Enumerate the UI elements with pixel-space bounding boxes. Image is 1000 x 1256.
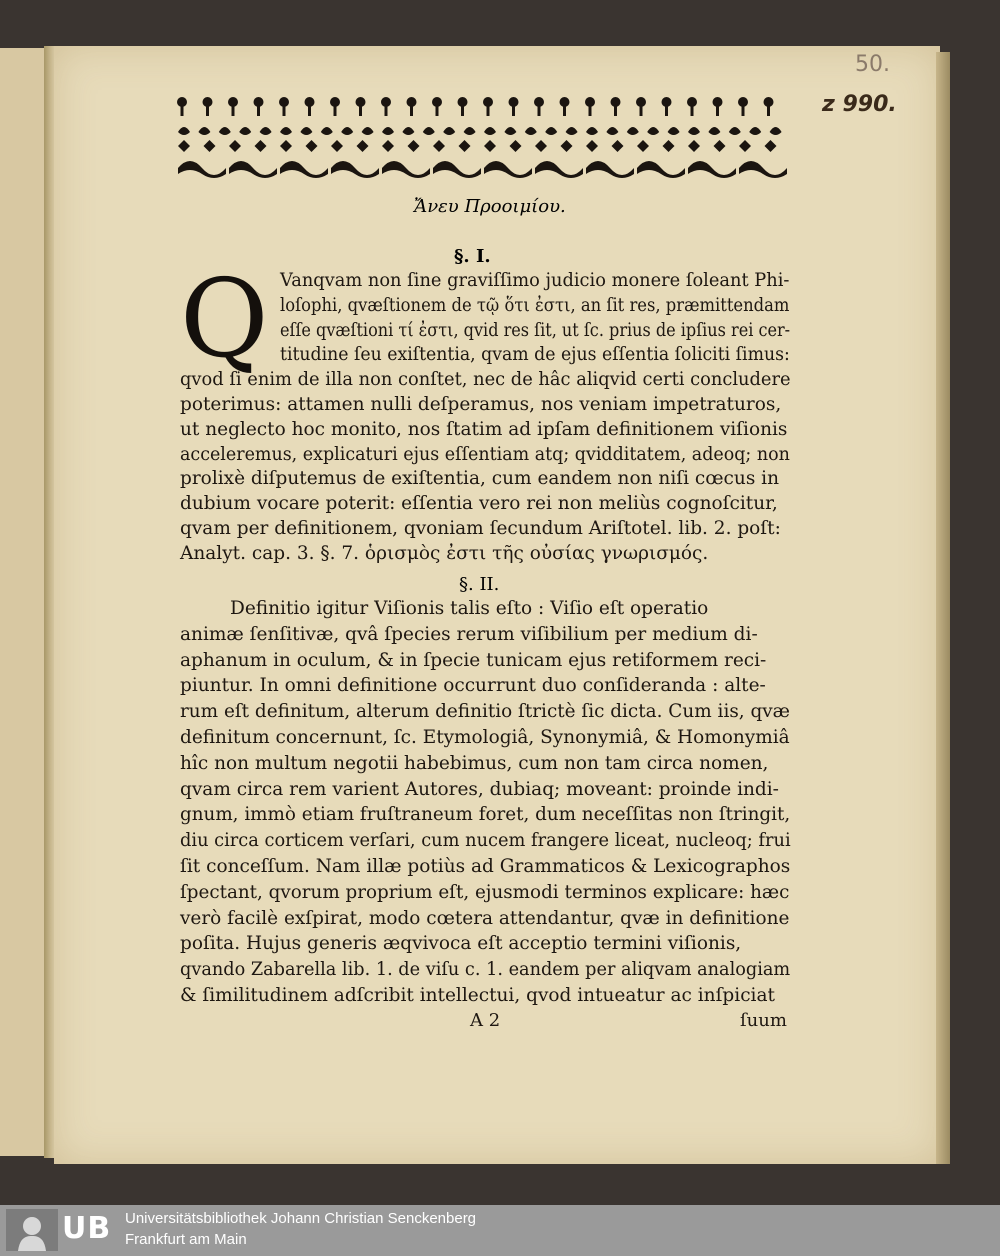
text-line: Definitio igitur Viſionis talis eſto : Viſio eſt operatio: [230, 598, 709, 619]
institution-city: Frankfurt am Main: [125, 1231, 247, 1248]
handwritten-shelfmark: z 990.: [822, 92, 897, 117]
text-line: dubium vocare poterit: eſſentia vero rei non meliùs cognoſcitur,: [180, 493, 778, 515]
text-line: prolixè diſputemus de exiſtentia, cum eandem non niſi cœcus in: [180, 468, 780, 490]
page-fore-edge: [936, 52, 950, 1164]
text-line: hîc non multum negotii habebimus, cum non tam circa nomen,: [180, 752, 769, 774]
text-line: acceleremus, explicaturi ejus eſſentiam atq; qvidditatem, adeoq; non: [180, 443, 790, 465]
text-line: rum eſt definitum, alterum definitio ſtrictè ſic dicta. Cum iis, qvæ: [180, 701, 790, 723]
text-line: & ſimilitudinem adſcribit intellectui, qvod intueatur ac inſpiciat: [180, 985, 775, 1006]
section-heading-2: §. II.: [459, 574, 500, 595]
library-logo-text: UB: [62, 1211, 112, 1246]
text-line: ſit conceſſum. Nam illæ potiùs ad Grammaticos & Lexicographos: [180, 856, 791, 877]
text-line: poterimus: attamen nulli deſperamus, nos veniam impetraturos,: [180, 394, 782, 415]
text-line: qvod ſi enim de illa non conſtet, nec de hâc aliqvid certi concludere: [180, 369, 791, 391]
drop-cap-initial: Q: [180, 257, 269, 382]
text-line: titudine ſeu exiſtentia, qvam de ejus eſſentia ſoliciti ſimus:: [280, 344, 790, 366]
signature-mark: A 2: [470, 1010, 501, 1031]
text-line: ſpectant, qvorum proprium eſt, ejusmodi terminos explicare: hæc: [180, 881, 790, 903]
text-line: qvam per definitionem, qvoniam ſecundum Ariſtotel. lib. 2. poſt:: [180, 518, 781, 539]
text-line: eſſe qvæſtioni τί ἐστι, qvid res ſit, ut ſc. prius de ipſius rei cer-: [280, 319, 791, 341]
library-footer: [0, 1205, 1000, 1256]
text-line: animæ ſenſitivæ, qvâ ſpecies rerum viſibilium per medium di-: [180, 623, 758, 645]
text-line: piuntur. In omni definitione occurrunt duo conſideranda : alte-: [180, 675, 766, 697]
catchword: ſuum: [740, 1010, 787, 1031]
text-line: qvando Zabarella lib. 1. de viſu c. 1. eandem per aliqvam analogiam: [180, 959, 791, 981]
ornamental-header-band: [174, 92, 788, 180]
text-line: loſophi, qvæſtionem de τῷ ὅτι ἐστι, an ſit res, præmittendam: [280, 294, 790, 316]
text-line: diu circa corticem verſari, cum nucem frangere liceat, nucleoq; frui: [180, 830, 791, 852]
institution-name: Universitätsbibliothek Johann Christian Senckenberg: [125, 1210, 477, 1227]
text-line: poſita. Hujus generis æqvivoca eſt acceptio termini viſionis,: [180, 933, 742, 955]
text-line: ut neglecto hoc monito, nos ſtatim ad ipſam definitionem viſionis: [180, 418, 788, 440]
section-heading-1: §. I.: [454, 246, 491, 267]
text-line: Vanqvam non ſine graviſſimo judicio monere ſoleant Phi-: [280, 270, 790, 291]
text-line: Analyt. cap. 3. §. 7. ὁρισμὸς ἐστι τῆς οὐσίας γνωρισμός.: [180, 542, 709, 564]
text-line: verò facilè exſpirat, modo cœtera attendantur, qvæ in definitione: [180, 907, 790, 929]
text-line: gnum, immò etiam fruſtraneum foret, dum neceſſitas non ſtringit,: [180, 804, 791, 826]
text-line: definitum concernunt, ſc. Etymologiâ, Synonymiâ, & Homonymiâ: [180, 727, 790, 748]
text-line: qvam circa rem varient Autores, dubiaq; moveant: proinde indi-: [180, 778, 779, 800]
previous-page-edge: [0, 48, 50, 1156]
chapter-heading: Ἄνευ Προοιμίου.: [414, 196, 566, 217]
text-line: aphanum in oculum, & in ſpecie tunicam ejus retiformem reci-: [180, 649, 767, 671]
handwritten-page-number: 50.: [855, 52, 890, 77]
